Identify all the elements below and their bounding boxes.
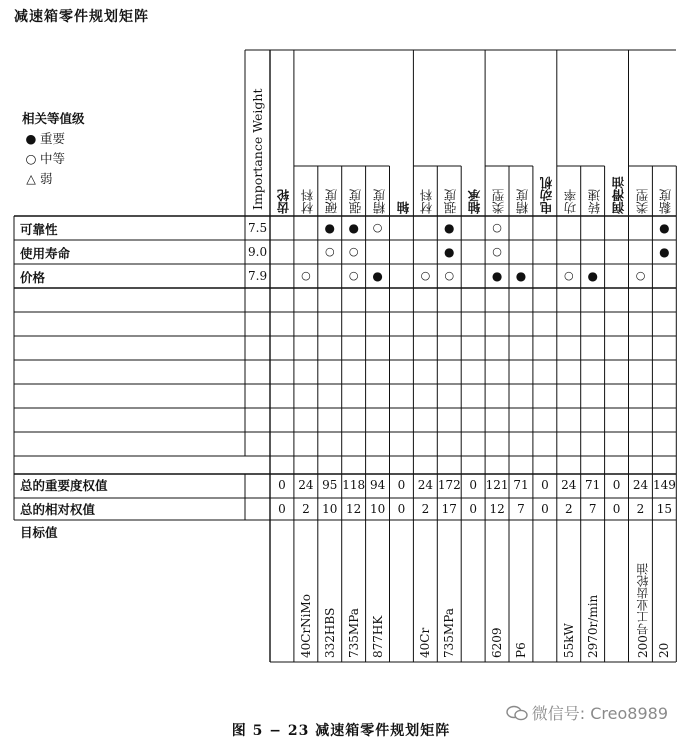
relative-weight-value: 15: [656, 502, 673, 516]
column-header: 功率: [562, 189, 578, 214]
relative-weight-value: 0: [278, 502, 286, 516]
total-importance-value: 71: [585, 478, 601, 492]
legend-label: 中等: [40, 151, 66, 166]
total-importance-value: 172: [437, 478, 461, 492]
hollow-circle-icon: ○: [25, 151, 37, 166]
relative-weight-value: 17: [441, 502, 457, 516]
relative-weight-value: 10: [322, 502, 338, 516]
column-header: 润滑油: [610, 176, 626, 214]
column-header: 精度: [371, 189, 387, 214]
legend-label: 重要: [40, 131, 66, 146]
total-importance-value: 95: [322, 478, 338, 492]
relative-weight-value: 0: [469, 502, 477, 516]
target-value: 200号工业齿轮油: [635, 563, 650, 658]
total-importance-value: 0: [469, 478, 477, 492]
target-value: 735MPa: [346, 608, 361, 658]
relative-weight-value: 10: [369, 502, 386, 516]
medium-relation-icon: ○: [635, 269, 646, 282]
strong-relation-icon: ●: [348, 221, 359, 235]
column-header: 类型: [491, 189, 507, 214]
strong-relation-icon: ●: [324, 221, 336, 235]
total-importance-value: 0: [541, 478, 549, 492]
target-value: 2970r/min: [585, 594, 600, 658]
importance-weight-header: Importance Weight: [250, 88, 265, 210]
target-value: 735MPa: [442, 608, 457, 658]
target-value: P6: [514, 642, 528, 658]
importance-weight-value: 9.0: [248, 245, 268, 259]
column-header: 轴承: [467, 189, 483, 214]
target-value: 55kW: [561, 623, 576, 658]
column-header: 精度: [515, 189, 530, 214]
total-importance-value: 24: [298, 478, 314, 492]
strong-relation-icon: ●: [515, 269, 527, 283]
watermark: [506, 701, 668, 724]
strong-relation-icon: ●: [444, 245, 455, 259]
total-importance-value: 71: [513, 478, 529, 492]
total-importance-value: 24: [632, 478, 649, 492]
filled-circle-icon: ●: [25, 131, 37, 146]
watermark-text: 微信号: Creo8989: [531, 704, 668, 723]
medium-relation-icon: ○: [563, 269, 574, 282]
requirement-label: 使用寿命: [20, 246, 71, 261]
requirement-label: 可靠性: [20, 222, 58, 237]
medium-relation-icon: ○: [348, 245, 359, 258]
total-importance-value: 149: [652, 478, 676, 492]
strong-relation-icon: ●: [372, 269, 383, 283]
relative-weight-value: 2: [564, 502, 573, 516]
total-importance-value: 118: [342, 478, 366, 492]
target-value: 20: [657, 642, 672, 658]
column-header: 材料: [419, 189, 435, 214]
relative-weight-value: 0: [612, 502, 621, 516]
relative-weight-value: 7: [588, 502, 597, 516]
importance-weight-value: 7.5: [248, 221, 268, 235]
total-importance-value: 121: [485, 478, 509, 492]
legend-label: 弱: [40, 171, 53, 186]
relative-weight-value: 0: [541, 502, 549, 516]
requirement-label: 价格: [20, 270, 46, 285]
column-header: 强度: [347, 189, 363, 214]
total-importance-value: 0: [397, 478, 406, 492]
target-label: 目标值: [20, 525, 58, 540]
target-value: 40CrNiMo: [298, 593, 313, 658]
column-header: 材料: [299, 189, 315, 214]
legend-title: 相关等值级: [22, 111, 85, 126]
medium-relation-icon: ○: [301, 269, 311, 282]
total-importance-value: 0: [278, 478, 286, 492]
strong-relation-icon: ●: [444, 221, 455, 235]
relative-weight-value: 2: [421, 502, 430, 516]
relative-weight-label: 总的相对权值: [20, 502, 96, 517]
medium-relation-icon: ○: [324, 245, 335, 258]
importance-weight-value: 7.9: [248, 269, 268, 283]
medium-relation-icon: ○: [492, 245, 502, 258]
target-value: 332HBS: [322, 607, 337, 658]
column-header: 齿轮: [276, 189, 291, 214]
column-header: 转速: [586, 189, 602, 214]
column-header: 硬度: [323, 189, 339, 214]
medium-relation-icon: ○: [372, 221, 383, 234]
strong-relation-icon: ●: [491, 269, 503, 283]
medium-relation-icon: ○: [420, 269, 431, 282]
page-title: 减速箱零件规划矩阵: [14, 9, 149, 25]
relative-weight-value: 2: [302, 502, 310, 516]
relative-weight-value: 12: [489, 502, 505, 516]
column-header: 轴: [395, 201, 411, 214]
medium-relation-icon: ○: [444, 269, 455, 282]
wechat-icon: [506, 705, 528, 721]
total-importance-value: 94: [369, 478, 386, 492]
column-header: 电动机: [538, 176, 554, 214]
relative-weight-value: 7: [517, 502, 525, 516]
total-importance-label: 总的重要度权值: [20, 478, 108, 493]
medium-relation-icon: ○: [492, 221, 502, 234]
relative-weight-value: 2: [636, 502, 645, 516]
total-importance-value: 24: [417, 478, 434, 492]
figure-caption: 图 5 − 23 减速箱零件规划矩阵: [231, 723, 451, 739]
target-value: 877HK: [370, 615, 385, 658]
strong-relation-icon: ●: [659, 221, 670, 235]
column-header: 强度: [443, 189, 459, 214]
relative-weight-value: 0: [397, 502, 406, 516]
target-value: 6209: [490, 627, 505, 658]
target-value: 40Cr: [418, 627, 433, 658]
strong-relation-icon: ●: [587, 269, 598, 283]
medium-relation-icon: ○: [348, 269, 359, 282]
relative-weight-value: 12: [346, 502, 362, 516]
column-header: 黏度: [658, 189, 674, 214]
total-importance-value: 0: [612, 478, 621, 492]
total-importance-value: 24: [561, 478, 577, 492]
triangle-icon: △: [26, 171, 36, 186]
strong-relation-icon: ●: [659, 245, 670, 259]
column-header: 类型: [634, 189, 650, 214]
